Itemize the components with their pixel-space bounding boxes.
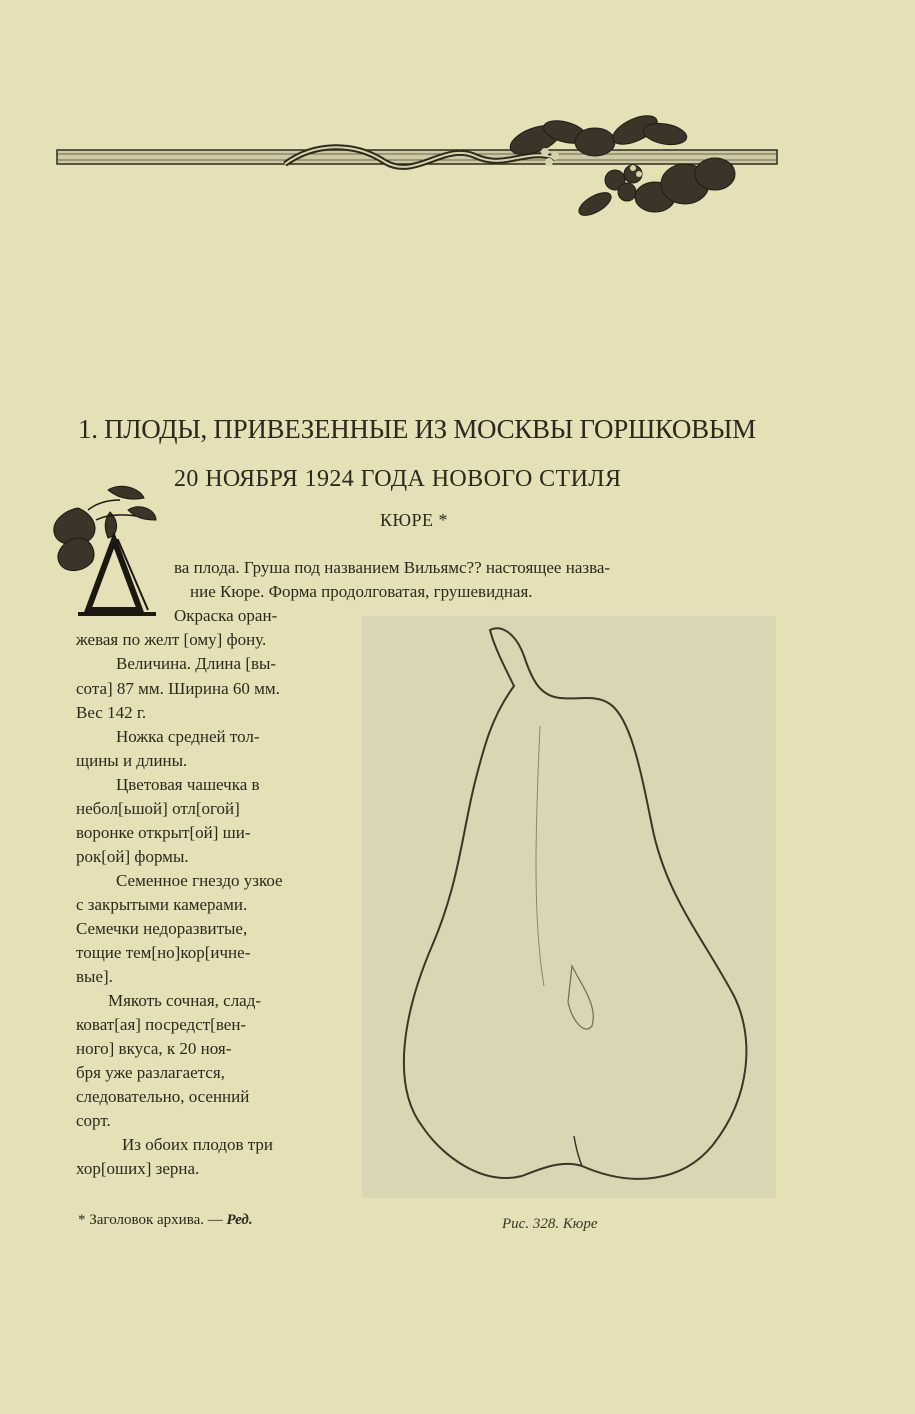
body-line: Семенное гнездо узкое	[116, 871, 283, 890]
pear-outline-figure	[362, 616, 776, 1198]
body-line: Окраска оран-	[174, 606, 278, 625]
body-line: Семечки недоразвитые,	[76, 919, 248, 938]
heading-line-1: 1. ПЛОДЫ, ПРИВЕЗЕННЫЕ ИЗ МОСКВЫ ГОРШКОВЫМ	[78, 414, 756, 444]
dropcap-pear-icon	[48, 480, 168, 622]
body-line: Ножка средней тол-	[116, 727, 260, 746]
body-line: следовательно, осенний	[76, 1087, 250, 1106]
body-line: хор[оших] зерна.	[76, 1159, 200, 1178]
header-ornament-icon	[55, 112, 785, 224]
body-line: Мякоть сочная, слад-	[108, 991, 262, 1010]
body-line: коват[ая] посредст[вен-	[76, 1015, 247, 1034]
body-line: рок[ой] формы.	[76, 847, 189, 866]
body-intro-line-1: ва плода. Груша под названием Вильямс?? настоящее назва-	[174, 558, 611, 577]
body-intro-line-2: ние Кюре. Форма продолговатая, грушевидная.	[190, 582, 533, 601]
body-line: Из обоих плодов три	[122, 1135, 273, 1154]
body-line: с закрытыми камерами.	[76, 895, 248, 914]
heading-line-2: 20 НОЯБРЯ 1924 ГОДА НОВОГО СТИЛЯ	[174, 466, 622, 492]
footnote	[78, 1212, 253, 1229]
body-line: бря уже разлагается,	[76, 1063, 225, 1082]
body-line: ного] вкуса, к 20 ноя-	[76, 1039, 232, 1058]
body-line: тощие тем[но]кор[ичне-	[76, 943, 251, 962]
body-line: воронке открыт[ой] ши-	[76, 823, 251, 842]
footnote-editor: Ред.	[226, 1212, 253, 1228]
body-line: Вес 142 г.	[76, 703, 147, 722]
body-line: вые].	[76, 967, 113, 986]
figure-caption: Рис. 328. Кюре	[502, 1216, 598, 1232]
body-line: жевая по желт [ому] фону.	[76, 630, 267, 649]
subtitle: КЮРЕ *	[380, 510, 449, 530]
body-line: небол[ьшой] отл[огой]	[76, 799, 240, 818]
body-line: сота] 87 мм. Ширина 60 мм.	[76, 679, 280, 698]
body-line: Величина. Длина [вы-	[116, 654, 277, 673]
body-line: сорт.	[76, 1111, 111, 1130]
body-line: щины и длины.	[76, 751, 188, 770]
footnote-text: * Заголовок архива. —	[78, 1212, 227, 1228]
body-line: Цветовая чашечка в	[116, 775, 260, 794]
